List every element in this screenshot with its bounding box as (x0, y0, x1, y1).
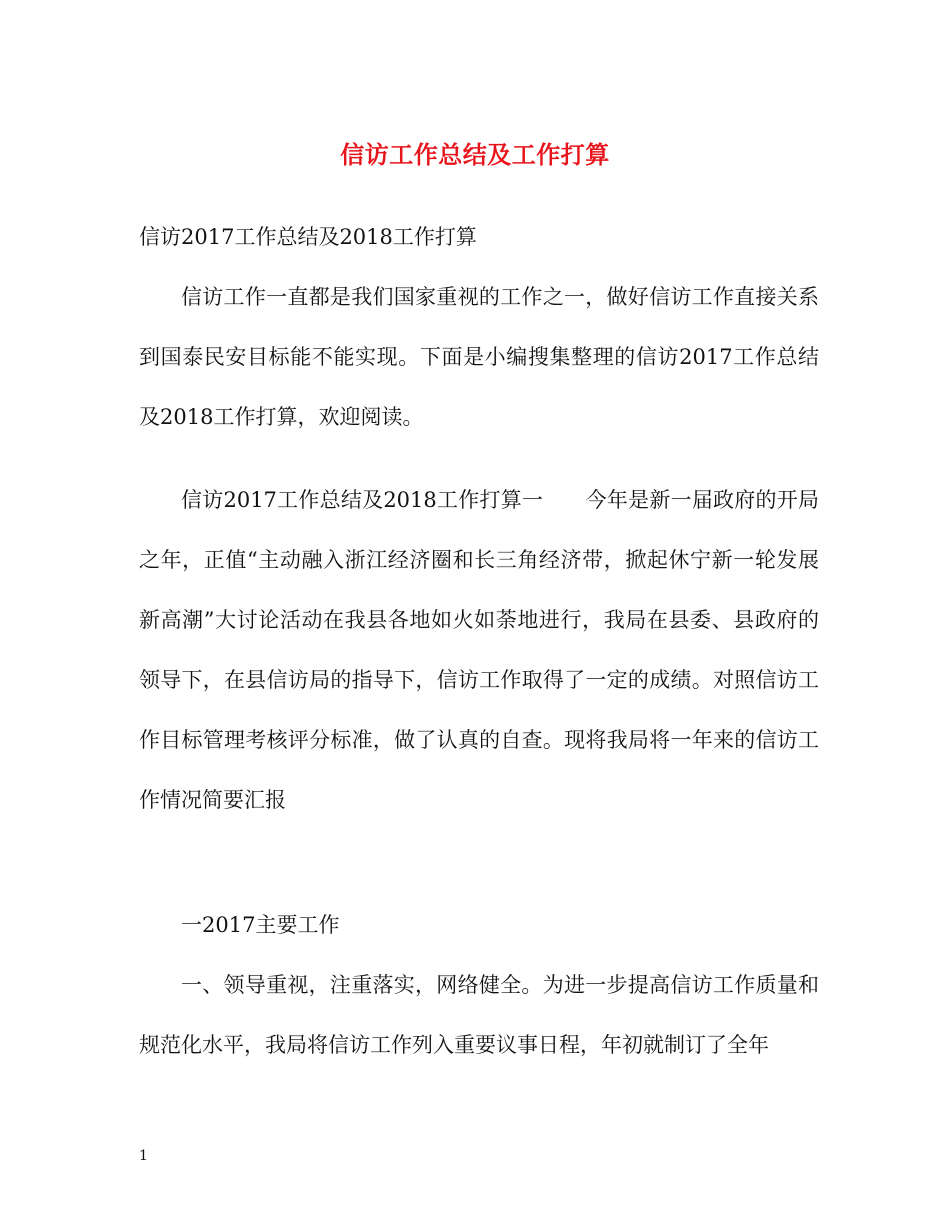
document-subtitle: 信访2017工作总结及2018工作打算 (139, 225, 477, 249)
paragraph-leadership: 一、领导重视，注重落实，网络健全。为进一步提高信访工作质量和规范化水平，我局将信访工作列入重要议事日程，年初就制订了全年 (139, 973, 819, 1057)
section-heading: 一2017主要工作 (181, 913, 340, 937)
page-title: 信访工作总结及工作打算 (340, 140, 610, 169)
paragraph-summary: 信访2017工作总结及2018工作打算一 今年是新一届政府的开局之年，正值“主动融入浙江经济圈和长三角经济带，掀起休宁新一轮发展新高潮”大讨论活动在我县各地如火如荼地进行，我局在县委、县政府的领导下，在县信访局的指导下，信访工作取得了一定的成绩。对照信访工作目标管理考核评分标准，做了认真的自查。现将我局将一年来的信访工作情况简要汇报 (139, 488, 819, 812)
page-number: 1 (139, 1148, 148, 1164)
paragraph-intro: 信访工作一直都是我们国家重视的工作之一，做好信访工作直接关系到国泰民安目标能不能实现。下面是小编搜集整理的信访2017工作总结及2018工作打算，欢迎阅读。 (139, 285, 819, 429)
